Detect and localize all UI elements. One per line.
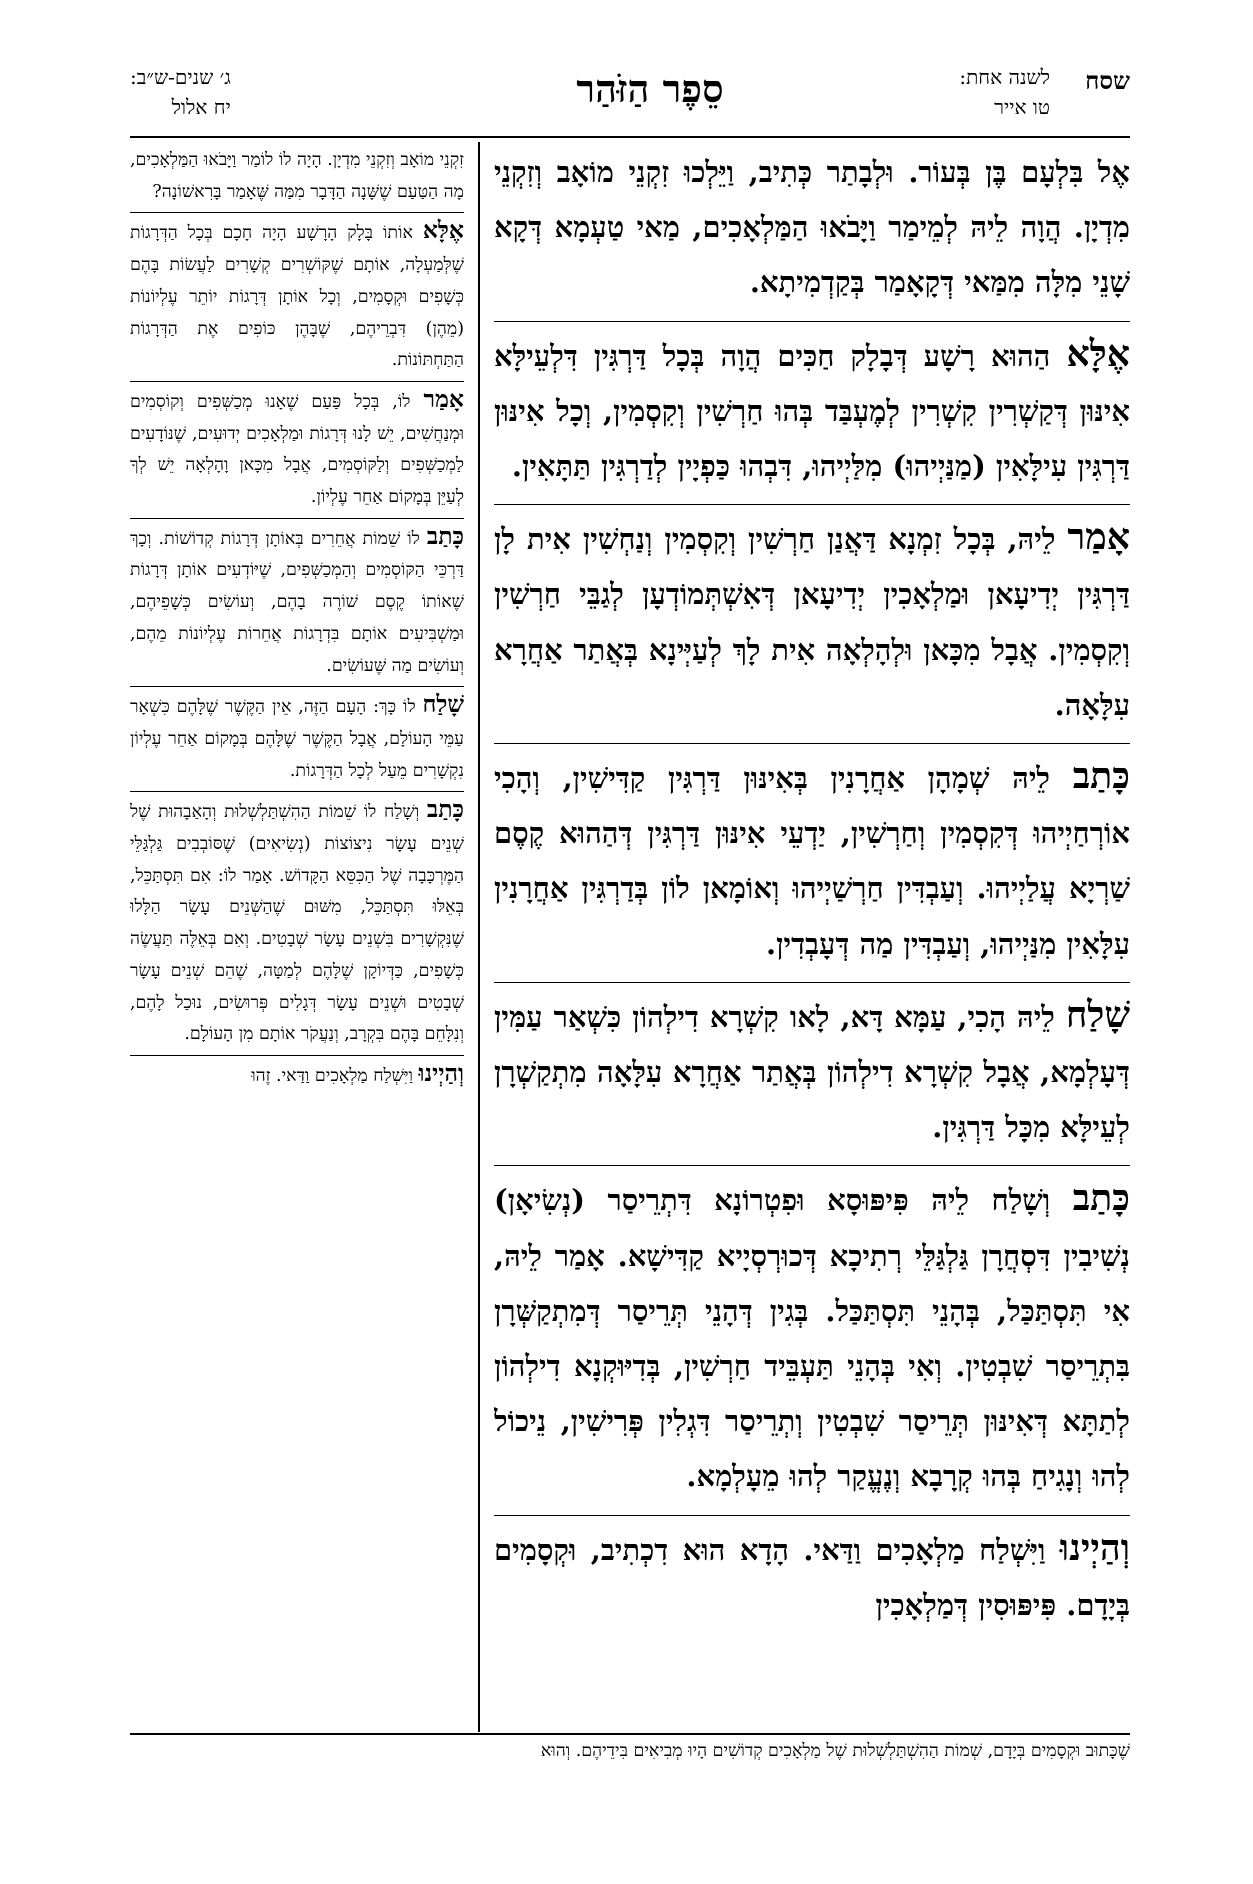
aramaic-paragraph: אֶלָּא הַהוּא רָשָׁע דְּבָלָק חַכִּים הֲוָה בְּכָל דַּרְגִּין דִּלְעֵילָּא אִינּוּן דְּקַשְׁרִין קִשְׁרִין לְמֶעְבַּד בְּהוּ חַרְשִׁין וְקִסְמִין, וְכָל אִינּוּן דַּרְגִּין עִילָּאִין (מַנַּיְיהוּ) מִלַּיְיהוּ, דִּבְהוּ כַּפְיָין לְדַרְגִּין תַּתָּאִין. [494,326,1130,506]
aramaic-paragraph: אֶל בִּלְעָם בֶּן בְּעוֹר. וּלְבָתַר כְּתִיב, וַיֵּלְכוּ זִקְנֵי מוֹאָב וְזִקְנֵי מִדְיָן. הֲוָה לֵיהּ לְמֵימַר וַיָּבֹאוּ הַמַּלְאָכִים, מַאי טַעְמָא דְּקָא שָׁנֵי מִלָּה מִמַּאי דְּקָאָמַר בְּקַדְמִיתָא. [494,142,1130,322]
schedule-right-line1: לשנה אחת: [959,65,1050,89]
reading-schedule-right [959,62,1050,122]
aramaic-paragraph: כָּתַב וְשָׁלַח לֵיהּ פִּיפּוּסָא וּפִטְרוֹנָא דִּתְרֵיסַר (נְשִׂיאָן) נְשִׁיבִין דִּסְחֲרָן גַּלְגַּלֵּי רְתִיכָא דְּכוּרְסְיָיא קַדִּישָׁא. אָמַר לֵיהּ, אִי תִּסְתַּכַּל, בְּהָנֵי תִּסְתַּכַּל. בְּגִין דְּהָנֵי תְּרֵיסַר דְּמִתְקַשְּׁרָן בִּתְרֵיסַר שִׁבְטִין. וְאִי בְּהָנֵי תַּעְבֵּיד חַרְשִׁין, בְּדִיּוּקְנָא דִילְהוֹן לְתַתָּא דְּאִינּוּן תְּרֵיסַר שִׁבְטִין וְתְרֵיסַר דִּגְלִין פְּרִישִׁין, נֵיכוֹל לְהוּ וְנָגִיחַ בְּהוּ קְרָבָא וְנֶעֱקַר לְהוּ מֵעָלְמָא. [494,1170,1130,1515]
aramaic-paragraph: וְהַיְינוּ וַיִּשְׁלַח מַלְאָכִים וַדַּאי. הָדָא הוּא דִכְתִיב, וּקְסָמִים בְּיָדָם. פִּיפּוּסִין דְּמַלְאָכִין [494,1525,1130,1622]
aramaic-paragraph: שָׁלַח לֵיהּ הָכִי, עַמָּא דָּא, לָאו קִשְׁרָא דִילְהוֹן כִּשְׁאַר עַמִּין דְּעָלְמָא, אֲבָל קִשְׁרָא דִילְהוֹן בְּאֲתַר אַחֲרָא עִלָּאָה מִתְקַשְׁרָן לְעֵילָּא מִכָּל דַּרְגִּין. [494,987,1130,1167]
schedule-left-line2: יח אלול [171,95,231,119]
footer-continuation-line: שֶׁכָּתוּב וּקְסָמִים בְּיָדָם, שְׁמוֹת הַהִשְׁתַּלְשְׁלוּת שֶׁל מַלְאָכִים קְדוֹשִׁים הָיוּ מְבִיאִים בִּידֵיהֶם. וְהוּא [540,1741,1130,1761]
footer-rule [130,1733,1130,1735]
translation-paragraph: וְהַיְינוּ וַיִּשְׁלַח מַלְאָכִים וַדַּאי. זֶהוּ [251,1058,464,1087]
aramaic-paragraph: כָּתַב לֵיהּ שְׁמָהָן אַחֲרָנִין בְּאִינּוּן דַּרְגִּין קַדִּישִׁין, וְהָכִי אוֹרְחַיְיהוּ דְּקִסְמִין וְחַרְשִׁין, יַדְעֵי אִינּוּן דַּרְגִּין דְּהַהוּא קֶסֶם שַׁרְיָא עֲלַיְיהוּ. וְעַבְדִּין חַרְשַׁיְיהוּ וְאוֹמָאן לוֹן בְּדַרְגִּין אַחֲרָנִין עִלָּאִין מִנַּיְיהוּ, וְעַבְדִּין מַה דְּעָבְדִין. [494,748,1130,983]
column-divider [478,142,480,1732]
translation-paragraph: כָּתַב וְשָׁלַח לוֹ שֵׁמוֹת הַהִשְׁתַּלְשְׁלוּת וְהָאַבָהוּת שֶׁל שְׁנֵים עָשָׂר נִיצוֹצוֹת (נְשִׂיאִים) שֶׁסּוֹבְבִים גַּלְגַּלֵּי הַמֶּרְכָּבָה שֶׁל הַכִּסֵּא הַקָּדוֹשׁ. אָמַר לוֹ: אִם תִּסְתַּכֵּל, בְּאֵלּוּ תִּסְתַּכֵּל, מִשּׁוּם שֶׁהַשְּׁנֵים עָשָׂר הַלָּלוּ שֶׁנִּקְשָׁרִים בִּשְׁנֵים עָשָׂר שְׁבָטִים. וְאִם בְּאֵלֶּה תַּעֲשֶׂה כְּשָׁפִים, כַּדְּיוֹקָן שֶׁלָּהֶם לְמַטָּה, שֶׁהֵם שְׁנֵים עָשָׂר שְׁבָטִים וּשְׁנֵים עָשָׂר דְּגָלִים פְּרוּשִׂים, נוּכַל לָהֶם, וְנִלָּחֵם בָּהֶם בִּקְרָב, וְנַעֲקֹר אוֹתָם מִן הָעוֹלָם. [130,794,464,1056]
schedule-left-line1: ג׳ שנים-ש״ב: [130,65,231,89]
translation-paragraph: שָׁלַח לוֹ כָּךְ: הָעָם הַזֶּה, אֵין הַקֶּשֶׁר שֶׁלָּהֶם כִּשְׁאָר עַמֵּי הָעוֹלָם, אֲבָל הַקֶּשֶׁר שֶׁלָּהֶם בְּמָקוֹם אַחֵר עֶלְיוֹן נִקְשָׁרִים מֵעַל לְכָל הַדְּרָגוֹת. [130,689,464,792]
header-rule [130,136,1130,138]
aramaic-paragraph: אָמַר לֵיהּ, בְּכָל זִמְנָא דַּאֲנַן חַרְשִׁין וְקִסְמִין וְנַחְשִׁין אִית לָן דַּרְגִּין יְדִיעָאן וּמַלְאָכִין יְדִיעָאן דְּאִשְׁתְּמוֹדְעָן לְגַבֵּי חַרְשִׁין וְקִסְמִין. אֲבָל מִכָּאן וּלְהָלְאָה אִית לָךְ לְעַיְּינָא בְּאֲתַר אַחֲרָא עִלָּאָה. [494,509,1130,744]
schedule-right-line2: טו אייר [994,95,1050,119]
translation-paragraph: אָמַר לוֹ, בְּכָל פַּעַם שֶׁאָנוּ מְכַשְּׁפִים וְקוֹסְמִים וּמְנַחֲשִׁים, יֵשׁ לָנוּ דְּרָגוֹת וּמַלְאָכִים יְדוּעִים, שֶׁנּוֹדָעִים לַמְכַשְּׁפִים וְלַקּוֹסְמִים, אֲבָל מִכָּאן וָהָלְאָה יֵשׁ לְךָ לְעַיֵּן בְּמָקוֹם אַחֵר עֶלְיוֹן. [130,384,464,519]
page-number: שסח [1085,66,1130,95]
hebrew-translation-column [130,142,464,1732]
book-title: סֵפֶר הַזֹּהַר [576,66,724,111]
reading-schedule-left [130,62,231,122]
aramaic-text-column [494,142,1130,1732]
translation-paragraph: זִקְנֵי מוֹאָב וְזִקְנֵי מִדְיָן. הָיָה לוֹ לוֹמַר וַיָּבֹאוּ הַמַּלְאָכִים, מָה הַטַּעַם שֶׁשָּׁנָה הַדָּבָר מִמַּה שֶּׁאָמַר בָּרִאשׁוֹנָה? [130,142,464,213]
translation-paragraph: כָּתַב לוֹ שֵׁמוֹת אֲחֵרִים בְּאוֹתָן דְּרָגוֹת קְדוֹשׁוֹת. וְכָךְ דַּרְכֵּי הַקּוֹסְמִים וְהַמְכַשְּׁפִים, שֶׁיּוֹדְעִים אוֹתָן דְּרָגוֹת שֶׁאוֹתוֹ קֶסֶם שׁוֹרֶה בָהֶם, וְעוֹשִׂים כְּשָׁפֵיהֶם, וּמַשְׁבִּיעִים אוֹתָם בִּדְרָגוֹת אֲחֵרוֹת עֶלְיוֹנוֹת מֵהֶם, וְעוֹשִׂים מַה שֶּׁעוֹשִׂים. [130,521,464,688]
translation-paragraph: אֶלָּא אוֹתוֹ בָּלָק הָרָשָׁע הָיָה חָכָם בְּכָל הַדְּרָגוֹת שֶׁלְּמַעְלָה, אוֹתָם שֶׁקּוֹשְׁרִים קְשָׁרִים לַעֲשׂוֹת בָּהֶם כְּשָׁפִים וּקְסָמִים, וְכָל אוֹתָן דְּרָגוֹת יוֹתֵר עֶלְיוֹנוֹת (מֵהֶן) דִּבְרֵיהֶם, שֶׁבָּהֶן כּוֹפִים אֶת הַדְּרָגוֹת הַתַּחְתּוֹנוֹת. [130,215,464,382]
page-header [130,62,1130,130]
